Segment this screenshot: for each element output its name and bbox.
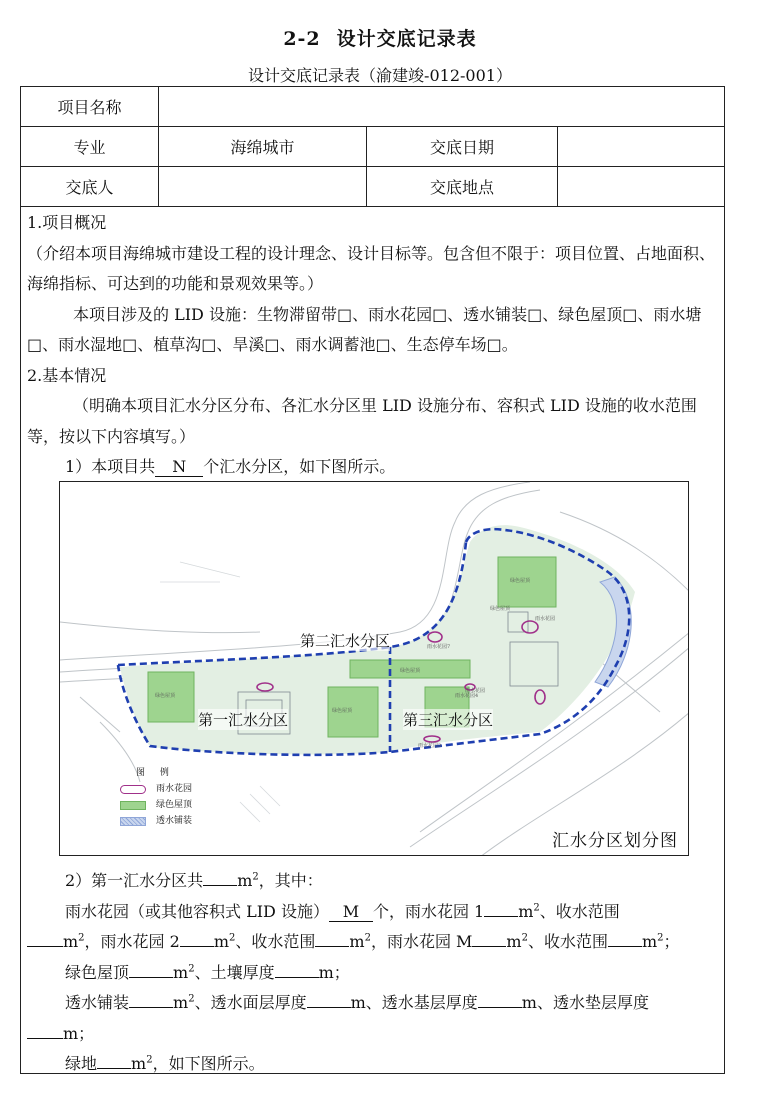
legend-rain-garden-label: 雨水花园 [156,784,193,794]
section2-item1 [27,452,719,483]
zone1-area-blank[interactable] [203,885,237,886]
unit-m: m [63,932,79,951]
pv-base-blank[interactable] [478,1007,522,1008]
item1-text-a: 1）本项目共 [65,457,156,476]
green-roof-line [27,958,719,989]
sup-2: 2 [229,932,236,944]
svg-text:绿色屋顶: 绿色屋顶 [400,668,421,674]
rain-garden-line [27,897,719,928]
svg-text:雨水花园3: 雨水花园3 [418,743,442,749]
gl-text-c: ，如下图所示。 [152,1054,265,1073]
sup-2: 2 [521,932,528,944]
gr-text-c: 、土壤厚度 [194,962,275,982]
legend-title: 图 例 [136,768,175,778]
major-label: 专业 [21,127,159,167]
section-zone1 [27,866,719,1080]
svg-text:绿色屋顶: 绿色屋顶 [332,708,353,714]
rain-garden-line2 [27,927,719,958]
zone2-label: 第二汇水分区 [300,632,391,650]
zone1-total-line [27,866,719,897]
unit-m: m [349,932,365,951]
zone1-total-text: 2）第一汇水分区共 [65,871,204,890]
unit-m: m [173,993,189,1012]
section2-heading: 2.基本情况 [27,365,107,385]
zone-count-blank[interactable]: N [155,458,203,477]
title-text: 设计交底记录表 [336,28,477,50]
section1-lid: 本项目涉及的 LID 设施：生物滞留带□、雨水花园□、透水铺装□、绿色屋顶□、雨水塘□、雨水湿地□、植草沟□、旱溪□、雨水调蓄池□、生态停车场□。 [27,304,702,354]
svg-text:雨水花园: 雨水花园 [465,688,486,694]
gr-area-blank[interactable] [129,977,173,978]
date-value[interactable] [558,127,725,167]
project-name-value[interactable] [159,87,725,127]
section-overview [27,208,719,483]
info-table [20,86,725,207]
sup-2: 2 [146,1054,153,1066]
pv-area-blank[interactable] [129,1007,173,1008]
pv-text-e: m、透水垫层厚度 [521,993,649,1012]
page-title [0,24,760,51]
rg1-range-blank[interactable] [27,946,63,947]
svg-text:雨水花园7: 雨水花园7 [427,644,451,650]
sup-2: 2 [252,871,259,883]
unit-m: m [131,1054,147,1073]
legend-rain-garden [120,781,192,797]
section1-intro: （介绍本项目海绵城市建设工程的设计理念、设计目标等。包含但不限于：项目位置、占地面积、海绵指标、可达到的功能和景观效果等。） [27,243,716,293]
pv-text-d: m、透水基层厚度 [350,993,478,1012]
unit-m: m [237,871,253,890]
rg1-area-blank[interactable] [484,916,518,917]
place-label: 交底地点 [367,167,558,207]
sup-2: 2 [364,932,371,944]
person-label: 交底人 [21,167,159,207]
pv-text-a: 透水铺装 [65,993,130,1012]
item1-text-b: 个汇水分区，如下图所示。 [203,457,396,476]
zone3-label: 第三汇水分区 [403,711,494,729]
sup-2: 2 [657,932,664,944]
pv-surface-blank[interactable] [307,1007,351,1008]
svg-text:绿色屋顶: 绿色屋顶 [490,606,511,612]
rg-text-d: 、收水范围 [539,901,620,921]
rg2-area-blank[interactable] [180,946,214,947]
project-name-label: 项目名称 [21,87,159,127]
person-value[interactable] [159,167,367,207]
legend-green-roof [120,797,192,813]
gr-soil-blank[interactable] [275,977,319,978]
gr-text-a: 绿色屋顶 [65,962,130,982]
sup-2: 2 [188,993,195,1005]
unit-m: m [506,932,522,951]
rg2-range-text: 、收水范围 [235,932,316,951]
date-label: 交底日期 [367,127,558,167]
place-value[interactable] [558,167,725,207]
rg2-text: ，雨水花园 2 [84,932,180,951]
rgm-area-blank[interactable] [472,946,506,947]
unit-m: m [213,932,229,951]
section2-intro: （明确本项目汇水分区分布、各汇水分区里 LID 设施分布、容积式 LID 设施的收水范围等，按以下内容填写。） [27,396,697,446]
svg-text:雨水花园: 雨水花园 [535,616,556,622]
zone1-label: 第一汇水分区 [198,711,289,729]
rg-end: ； [663,932,680,951]
pavement-line2 [27,1019,719,1050]
map-legend [120,765,192,829]
unit-m: m [173,962,189,982]
legend-pavement-label: 透水铺装 [156,816,193,826]
greenland-line [27,1049,719,1080]
major-value[interactable]: 海绵城市 [159,127,367,167]
gl-text-a: 绿地 [65,1054,98,1073]
title-number: 2-2 [283,28,321,50]
pavement-swatch [120,817,146,826]
section1-heading: 1.项目概况 [27,213,107,232]
rg-text-b: 个，雨水花园 1 [372,901,485,921]
gr-text-d: m； [318,962,350,982]
rgm-range-text: 、收水范围 [527,932,608,951]
pv-text-c: 、透水面层厚度 [194,993,307,1012]
svg-text:绿色屋顶: 绿色屋顶 [510,578,531,584]
rain-garden-swatch [120,785,146,794]
sup-2: 2 [188,963,195,975]
rg-count-blank[interactable]: M [329,903,373,922]
pv-end: m； [63,1023,95,1043]
legend-green-roof-label: 绿色屋顶 [156,800,193,810]
rgm-text: ，雨水花园 M [370,932,473,951]
catchment-map [59,481,689,856]
rg-text-a: 雨水花园（或其他容积式 LID 设施） [65,901,329,921]
rgm-range-blank[interactable] [608,946,642,947]
pv-cushion-blank[interactable] [27,1038,63,1039]
unit-m: m [518,901,534,921]
legend-pavement [120,813,192,829]
map-caption: 汇水分区划分图 [550,826,680,851]
pavement-line [27,988,719,1019]
rg2-range-blank[interactable] [315,946,349,947]
green-roof-swatch [120,801,146,810]
svg-text:雨水花园4: 雨水花园4 [455,693,479,699]
unit-m: m [641,932,658,951]
sup-2: 2 [533,902,540,914]
page-subtitle: 设计交底记录表（渝建竣-012-001） [248,66,512,85]
svg-text:绿色屋顶: 绿色屋顶 [155,693,176,699]
sup-2: 2 [78,932,85,944]
zone1-total-suffix: ，其中： [258,871,323,890]
gl-area-blank[interactable] [97,1068,131,1069]
